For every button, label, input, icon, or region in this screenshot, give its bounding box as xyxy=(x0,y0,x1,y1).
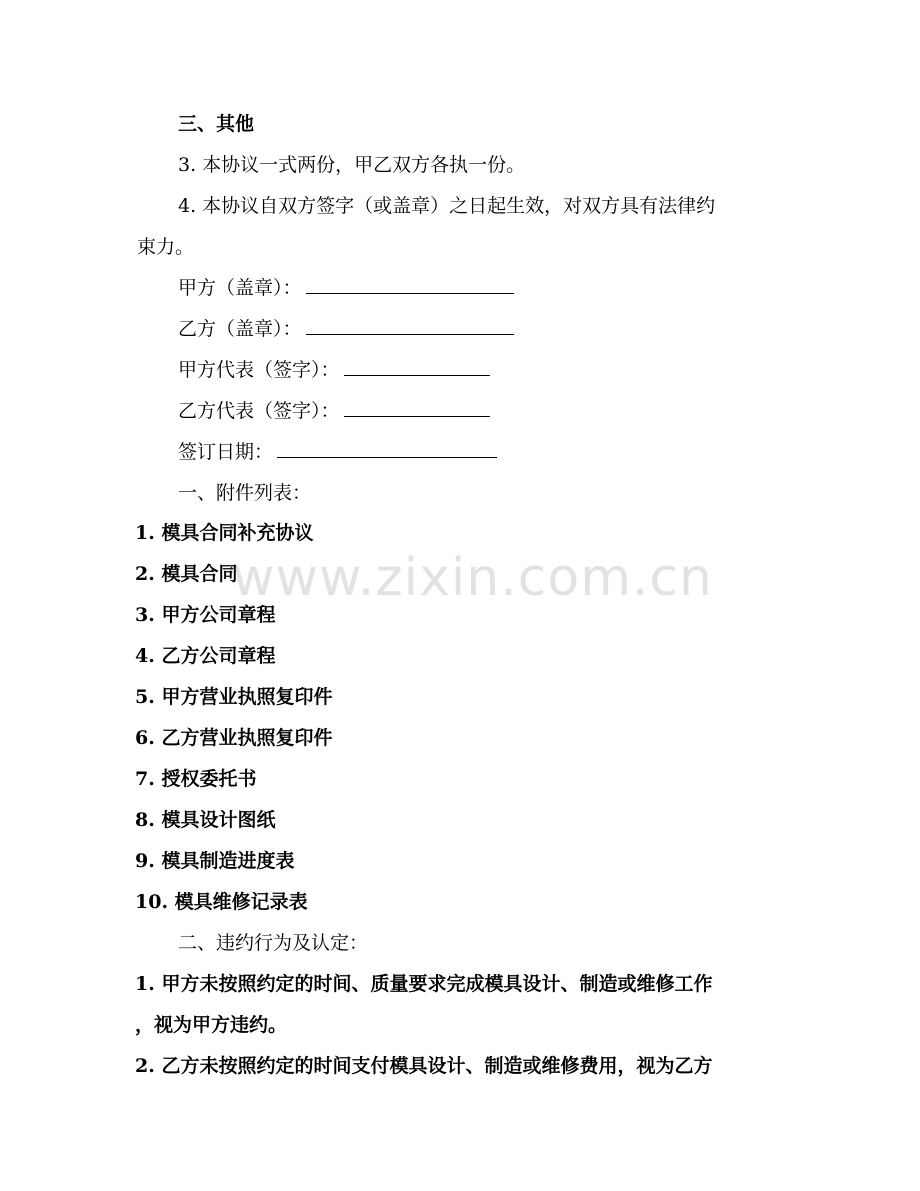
party-b-rep-row xyxy=(178,398,490,424)
breach-item-2-line1: 2. 乙方未按照约定的时间支付模具设计、制造或维修费用，视为乙方 xyxy=(135,1055,713,1077)
attachment-item: 8. 模具设计图纸 xyxy=(135,809,276,831)
attachment-item: 1. 模具合同补充协议 xyxy=(135,522,314,544)
sign-date-label: 签订日期： xyxy=(178,441,274,463)
attachment-item: 7. 授权委托书 xyxy=(135,768,257,790)
attachment-item: 3. 甲方公司章程 xyxy=(135,604,276,626)
party-a-rep-label: 甲方代表（签字）： xyxy=(178,359,340,381)
breach-item-1-line1: 1. 甲方未按照约定的时间、质量要求完成模具设计、制造或维修工作 xyxy=(135,973,713,995)
party-a-rep-row xyxy=(178,357,490,383)
party-b-seal-label: 乙方（盖章）： xyxy=(178,318,302,340)
clause-4-line2: 束力。 xyxy=(137,236,195,258)
attachment-item: 10. 模具维修记录表 xyxy=(135,891,308,913)
party-b-rep-blank xyxy=(344,398,490,417)
attachment-item: 4. 乙方公司章程 xyxy=(135,645,276,667)
attachment-item: 6. 乙方营业执照复印件 xyxy=(135,727,333,749)
clause-4-line1: 4. 本协议自双方签字（或盖章）之日起生效，对双方具有法律约 xyxy=(178,195,716,217)
watermark: www.zixin.com.cn xyxy=(232,548,713,608)
attachment-item: 5. 甲方营业执照复印件 xyxy=(135,686,333,708)
attachments-heading: 一、附件列表： xyxy=(178,482,312,504)
party-a-seal-row xyxy=(178,275,514,301)
section-other-heading: 三、其他 xyxy=(178,113,255,135)
breach-heading: 二、违约行为及认定： xyxy=(178,932,369,954)
attachment-item: 2. 模具合同 xyxy=(135,563,238,585)
party-a-seal-label: 甲方（盖章）： xyxy=(178,277,302,299)
sign-date-blank xyxy=(277,439,497,458)
party-b-seal-row xyxy=(178,316,514,342)
party-b-seal-blank xyxy=(306,316,514,335)
sign-date-row xyxy=(178,439,497,465)
attachment-item: 9. 模具制造进度表 xyxy=(135,850,295,872)
party-a-seal-blank xyxy=(306,275,514,294)
breach-item-1-line2: ，视为甲方违约。 xyxy=(135,1014,288,1036)
clause-3: 3. 本协议一式两份，甲乙双方各执一份。 xyxy=(178,154,526,176)
party-b-rep-label: 乙方代表（签字）： xyxy=(178,400,340,422)
party-a-rep-blank xyxy=(344,357,490,376)
